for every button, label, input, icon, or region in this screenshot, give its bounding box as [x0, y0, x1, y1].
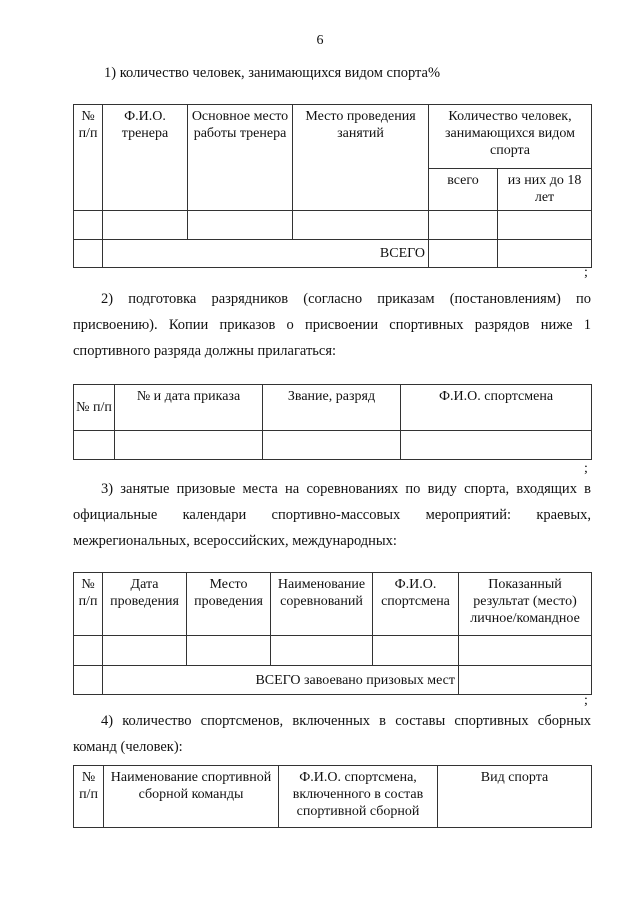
- table-cell: [401, 431, 592, 460]
- col-header-team: Наименование спортивной сборной команды: [104, 766, 279, 828]
- col-header-result: Показанный результат (место) личное/командное: [459, 573, 592, 636]
- table-cell: [498, 240, 592, 268]
- col-header-under-18: из них до 18 лет: [498, 169, 592, 211]
- table-cell: [115, 431, 263, 460]
- table-cell: [459, 636, 592, 666]
- col-header-num: № п/п: [74, 105, 103, 211]
- section-1-end-mark: ;: [584, 265, 588, 280]
- table-cell: [429, 211, 498, 240]
- col-header-coach-name: Ф.И.О. тренера: [103, 105, 188, 211]
- table-cell: [271, 636, 373, 666]
- table-cell: [459, 666, 592, 695]
- col-header-athlete: Ф.И.О. спортсмена: [373, 573, 459, 636]
- col-header-num: № п/п: [74, 766, 104, 828]
- total-label: ВСЕГО: [103, 240, 429, 268]
- col-header-athlete: Ф.И.О. спортсмена, включенного в состав спортивной сборной: [279, 766, 438, 828]
- table-rank-holders: [73, 384, 592, 460]
- table-cell: [293, 211, 429, 240]
- col-header-place: Место проведения: [187, 573, 271, 636]
- col-header-total: всего: [429, 169, 498, 211]
- table-cell: [429, 240, 498, 268]
- section-1-heading: 1) количество человек, занимающихся видом спорта%: [104, 65, 441, 81]
- table-cell: [263, 431, 401, 460]
- table-cell: [74, 636, 103, 666]
- col-header-date: Дата проведения: [103, 573, 187, 636]
- table-cell: [188, 211, 293, 240]
- section-2-text: 2) подготовка разрядников (согласно приказам (постановлениям) по присвоению). Копии приказов о присвоении спортивных разрядов ниже 1 спортивного разряда должны прилагаться:: [73, 291, 591, 359]
- table-coaches: [73, 104, 592, 268]
- table-cell: [74, 211, 103, 240]
- table-cell: [74, 431, 115, 460]
- section-3-end-mark: ;: [584, 693, 588, 708]
- table-national-teams: [73, 765, 592, 828]
- table-prizes: [73, 572, 592, 695]
- col-header-num: № п/п: [74, 573, 103, 636]
- col-header-place: Место проведения занятий: [293, 105, 429, 211]
- table-cell: [373, 636, 459, 666]
- section-2-end-mark: ;: [584, 461, 588, 476]
- section-4-text: 4) количество спортсменов, включенных в составы спортивных сборных команд (человек):: [73, 713, 591, 755]
- table-cell: [498, 211, 592, 240]
- col-header-people-count: Количество человек, занимающихся видом спорта: [429, 105, 592, 169]
- table-cell: [103, 636, 187, 666]
- total-label: ВСЕГО завоевано призовых мест: [103, 666, 459, 695]
- col-header-num: № п/п: [74, 385, 115, 431]
- table-cell: [74, 240, 103, 268]
- page-number: 6: [316, 33, 324, 48]
- table-cell: [187, 636, 271, 666]
- col-header-workplace: Основное место работы тренера: [188, 105, 293, 211]
- section-3-text: 3) занятые призовые места на соревнованиях по виду спорта, входящих в официальные календари спортивно-массовых мероприятий: краевых, межрегиональных, всероссийских, международных:: [73, 481, 591, 549]
- col-header-athlete: Ф.И.О. спортсмена: [401, 385, 592, 431]
- col-header-sport: Вид спорта: [438, 766, 592, 828]
- col-header-competition: Наименование соревнований: [271, 573, 373, 636]
- table-cell: [103, 211, 188, 240]
- table-cell: [74, 666, 103, 695]
- col-header-order: № и дата приказа: [115, 385, 263, 431]
- col-header-rank: Звание, разряд: [263, 385, 401, 431]
